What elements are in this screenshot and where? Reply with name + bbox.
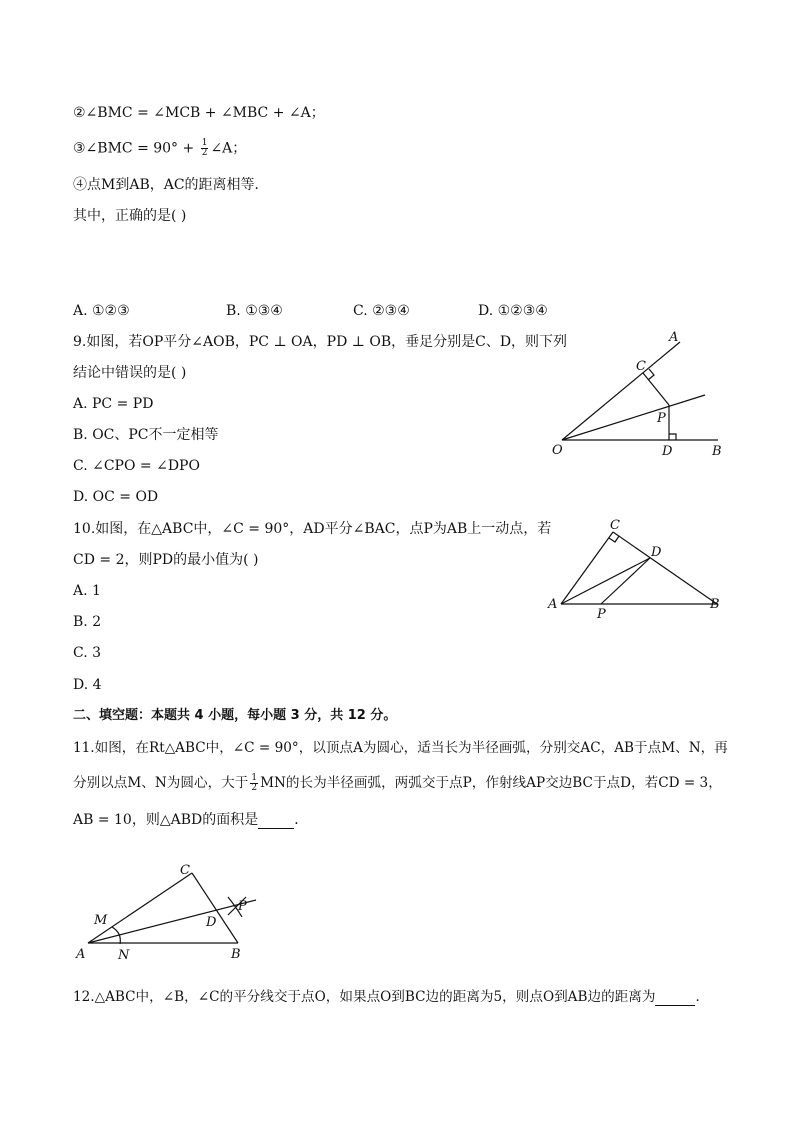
label-a: A xyxy=(548,597,558,612)
q8-condition-3-suffix: ∠A； xyxy=(210,140,247,157)
q8-condition-3 xyxy=(73,139,246,158)
label-n: N xyxy=(118,948,130,963)
label-c: C xyxy=(180,863,190,878)
label-a: A xyxy=(669,330,679,345)
segment-cb xyxy=(613,532,717,604)
answer-blank[interactable] xyxy=(655,991,695,1006)
q9-option-c: C. ∠CPO = ∠DPO xyxy=(73,458,200,474)
right-angle-mark-c xyxy=(648,369,654,380)
q11-line-1: 11.如图，在Rt△ABC中，∠C = 90°，以顶点A为圆心，适当长为半径画弧，分别交AC，AB于点M、N，再 xyxy=(73,740,728,756)
segment-pc xyxy=(643,373,669,405)
q11-line-2-suffix: MN的长为半径画弧，两弧交于点P，作射线AP交边BC于点D，若CD = 3， xyxy=(260,775,722,791)
label-c: C xyxy=(610,518,620,533)
ray-ap xyxy=(88,900,256,943)
label-b: B xyxy=(231,947,241,962)
q11-line-3-text: AB = 10，则△ABD的面积是 xyxy=(73,812,259,828)
q10-option-a: A. 1 xyxy=(73,583,101,599)
right-angle-mark-d xyxy=(669,434,676,440)
q11-line-2-prefix: 分别以点M、N为圆心，大于 xyxy=(73,775,249,791)
q8-condition-4: ④点M到AB，AC的距离相等． xyxy=(73,177,269,193)
q8-condition-2: ②∠BMC = ∠MCB + ∠MBC + ∠A； xyxy=(73,105,325,121)
label-b: B xyxy=(710,597,720,612)
bisector-ad xyxy=(561,558,650,604)
label-c: C xyxy=(636,359,646,374)
q9-stem-line-2: 结论中错误的是( ) xyxy=(73,365,187,381)
answer-blank[interactable] xyxy=(258,814,294,829)
q11-line-2 xyxy=(73,774,722,793)
q9-option-b: B. OC、PC不一定相等 xyxy=(73,427,219,443)
q10-stem-line-2: CD = 2，则PD的最小值为( ) xyxy=(73,552,259,568)
q8-question: 其中，正确的是( ) xyxy=(73,208,187,224)
label-a: A xyxy=(76,947,86,962)
label-o: O xyxy=(552,443,563,458)
q10-option-d: D. 4 xyxy=(73,677,102,693)
label-d: D xyxy=(651,545,662,560)
label-d: D xyxy=(662,444,673,459)
q8-option-a: A. ①②③ xyxy=(73,303,130,319)
fraction-denominator: 2 xyxy=(251,783,258,793)
label-p: P xyxy=(597,607,606,622)
segment-cb xyxy=(192,873,238,943)
bisector-op xyxy=(562,395,705,440)
fraction-half xyxy=(250,774,258,793)
q12-text: 12.△ABC中，∠B，∠C的平分线交于点O，如果点O到BC边的距离为5，则点O到AB边的距离为 xyxy=(73,989,656,1005)
q9-angle-bisector-figure xyxy=(540,328,740,463)
q11-line-3 xyxy=(73,811,308,829)
q10-option-c: C. 3 xyxy=(73,645,102,661)
label-p: P xyxy=(238,899,247,914)
segment-pd xyxy=(601,558,650,604)
q8-option-d: D. ①②③④ xyxy=(478,303,548,319)
fraction-denominator: 2 xyxy=(201,148,208,158)
q9-stem-line-1: 9.如图，若OP平分∠AOB，PC ⊥ OA，PD ⊥ OB，垂足分别是C、D，则下列 xyxy=(73,334,568,350)
segment-ac xyxy=(88,873,192,943)
q12-end: ． xyxy=(695,989,710,1005)
q10-stem-line-1: 10.如图，在△ABC中，∠C = 90°，AD平分∠BAC，点P为AB上一动点，若 xyxy=(73,521,552,537)
q11-construction-figure xyxy=(70,855,270,965)
right-angle-mark-c xyxy=(609,536,619,542)
label-m: M xyxy=(94,913,108,928)
q8-option-c: C. ②③④ xyxy=(353,303,410,319)
q11-line-3-end: ． xyxy=(294,812,309,828)
q8-option-b: B. ①③④ xyxy=(226,303,283,319)
fraction-numerator: 1 xyxy=(251,773,258,783)
q9-option-a: A. PC = PD xyxy=(73,396,154,412)
label-d: D xyxy=(206,915,217,930)
q8-condition-3-prefix: ③∠BMC = 90° + xyxy=(73,140,199,157)
section-heading-fill-in: 二、填空题：本题共 4 小题，每小题 3 分，共 12 分。 xyxy=(73,708,397,723)
label-p: P xyxy=(657,411,666,426)
segment-ac xyxy=(561,532,613,604)
label-b: B xyxy=(712,444,722,459)
q9-option-d: D. OC = OD xyxy=(73,489,159,505)
fraction-numerator: 1 xyxy=(201,138,208,148)
fraction-half xyxy=(201,139,209,158)
q10-option-b: B. 2 xyxy=(73,614,102,630)
q12-stem xyxy=(73,988,709,1006)
q10-triangle-figure xyxy=(540,514,730,624)
